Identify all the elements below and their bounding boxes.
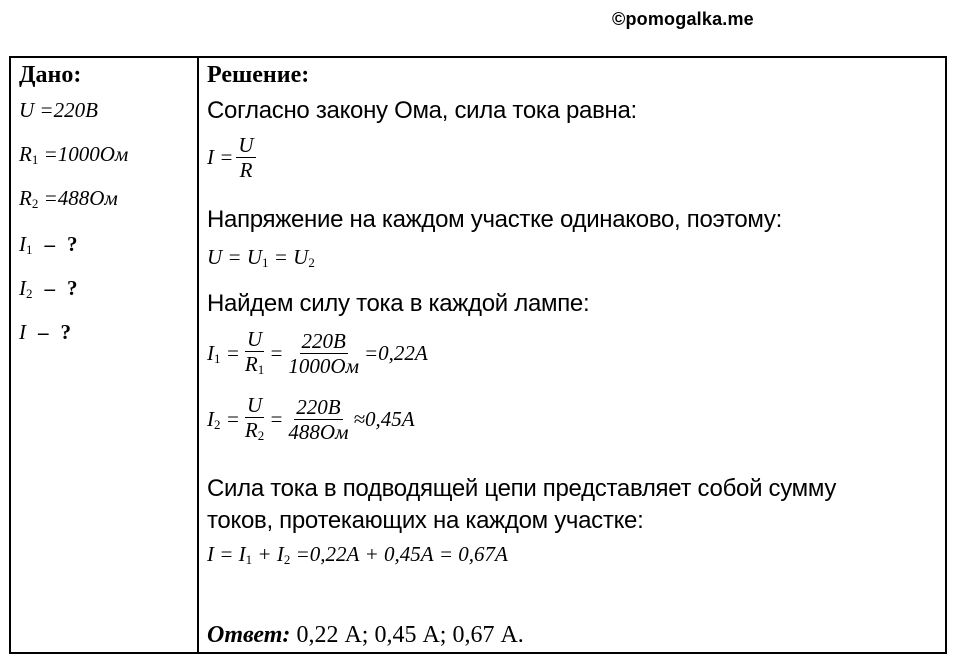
column-divider bbox=[197, 58, 199, 652]
total-sum: 0,22А + 0,45А = 0,67А bbox=[309, 542, 508, 566]
answer-line bbox=[207, 622, 524, 649]
i2-formula: $I_2$ = $\frac{U}{R_2}$ = $\frac{220В}{488Ом}$ ≈ 0,45А bbox=[207, 393, 415, 444]
i1-result: 0,22А bbox=[378, 340, 428, 365]
unknown-i2: $I_2$ – ? bbox=[19, 276, 78, 301]
i1-denominator: 1000Ом bbox=[288, 353, 359, 378]
i2-numerator: 220В bbox=[296, 394, 341, 419]
given-r1-value: 1000Ом bbox=[57, 142, 129, 166]
watermark: ©pomogalka.me bbox=[612, 9, 754, 29]
unknown-i: I – ? bbox=[19, 320, 71, 344]
total-text-line2: токов, протекающих на каждом участке: bbox=[207, 507, 644, 534]
given-r1: $R_1$ = 1000Ом bbox=[19, 142, 129, 167]
given-column bbox=[19, 60, 195, 344]
given-voltage-value: 220В bbox=[53, 98, 98, 122]
current-text: Найдем силу тока в каждой лампе: bbox=[207, 290, 590, 317]
voltage-text: Напряжение на каждом участке одинаково, поэтому: bbox=[207, 206, 782, 233]
given-r2: $R_2$ = 488Ом bbox=[19, 186, 118, 211]
unknown-i1-mark: ? bbox=[67, 232, 78, 256]
solution-table bbox=[9, 56, 947, 654]
i2-denominator: 488Ом bbox=[288, 419, 349, 444]
given-r2-value: 488Ом bbox=[57, 186, 118, 210]
i1-numerator: 220В bbox=[301, 328, 346, 353]
given-voltage: U = 220В bbox=[19, 98, 98, 122]
unknown-i2-mark: ? bbox=[67, 276, 78, 300]
voltage-formula: $U = U_1 = U_2$ bbox=[207, 245, 315, 270]
answer-text: 0,22 А; 0,45 А; 0,67 А. bbox=[290, 622, 524, 648]
solution-header: Решение: bbox=[207, 62, 310, 88]
answer-label: Ответ: bbox=[207, 622, 291, 648]
i2-result: 0,45А bbox=[365, 406, 415, 431]
given-header: Дано: bbox=[19, 62, 82, 88]
unknown-i-mark: ? bbox=[60, 320, 71, 344]
ohm-law-formula: I = $\frac{U}{R}$ bbox=[207, 133, 254, 182]
unknown-i1: $I_1$ – ? bbox=[19, 232, 78, 257]
total-text-line1: Сила тока в подводящей цепи представляет собой сумму bbox=[207, 475, 837, 502]
i1-formula: $I_1$ = $\frac{U}{R_1}$ = $\frac{220В}{1000Ом}$ = 0,22А bbox=[207, 327, 428, 378]
total-formula: $I = I_1 + I_2$ = 0,22А + 0,45А = 0,67А bbox=[207, 542, 508, 567]
ohm-law-text: Согласно закону Ома, сила тока равна: bbox=[207, 97, 637, 124]
